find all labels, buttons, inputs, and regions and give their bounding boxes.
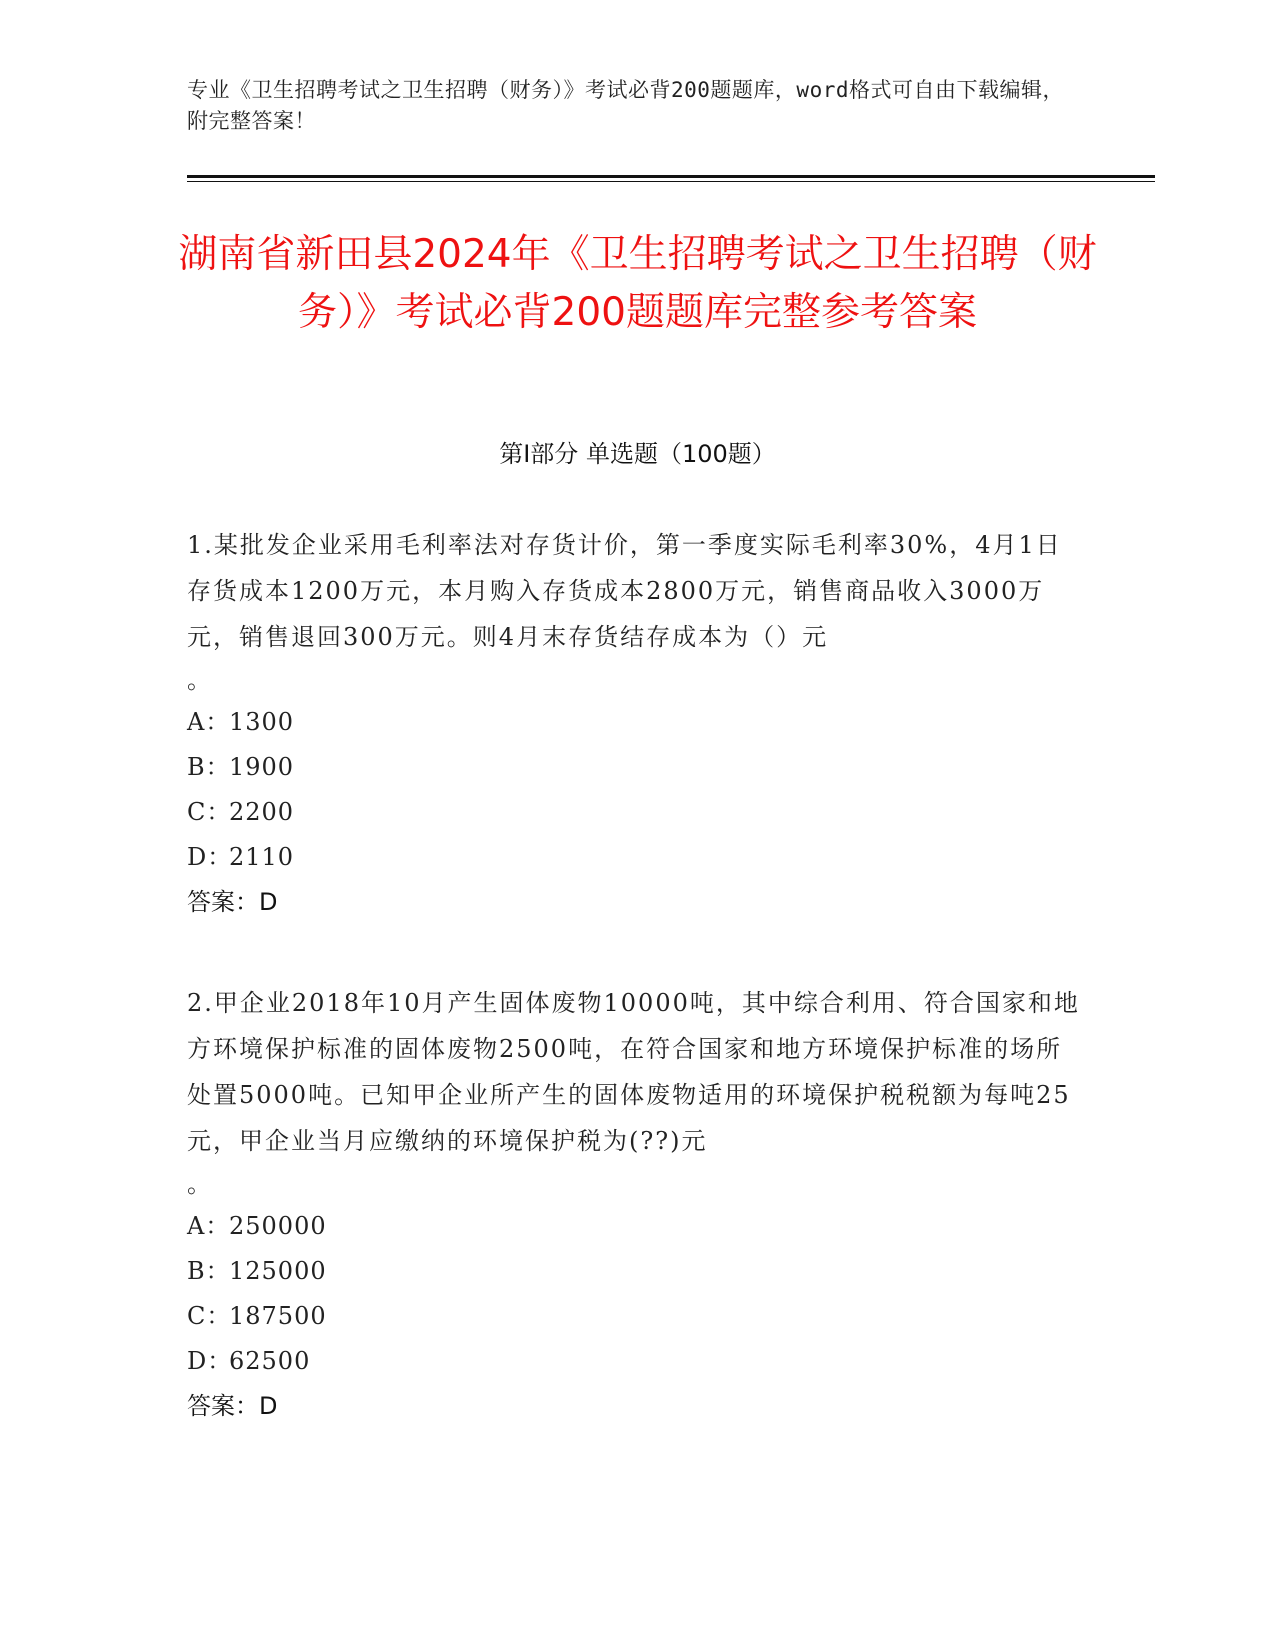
question-stem-text: 2.甲企业2018年10月产生固体废物10000吨，其中综合利用、符合国家和地方环境保护标准的固体废物2500吨，在符合国家和地方环境保护标准的场所处置5000吨。已知甲企业所产生的固体废物适用的环境保护税税额为每吨25元，甲企业当月应缴纳的环境保护税为(??)元 (187, 989, 1080, 1155)
option-letter: B： (187, 753, 231, 781)
option-value: 62500 (229, 1347, 311, 1375)
document-title: 湖南省新田县2024年《卫生招聘考试之卫生招聘（财务）》考试必背200题题库完整参考答案 (178, 232, 1097, 335)
option-list (187, 1204, 1087, 1384)
option-b (187, 745, 1087, 790)
question-stem-text: 1.某批发企业采用毛利率法对存货计价，第一季度实际毛利率30%，4月1日存货成本1200万元，本月购入存货成本2800万元，销售商品收入3000万元，销售退回300万元。则4月末存货结存成本为（）元 (187, 531, 1062, 651)
option-value: 1900 (229, 753, 295, 781)
answer-line: 答案：D (187, 888, 278, 916)
question-stem (187, 980, 1087, 1204)
option-value: 1300 (229, 708, 295, 736)
section-heading: 第I部分 单选题（100题） (499, 440, 776, 468)
question-item (187, 522, 1087, 925)
option-list (187, 700, 1087, 880)
option-value: 187500 (229, 1302, 327, 1330)
option-letter: A： (187, 1212, 231, 1240)
option-a (187, 1204, 1087, 1249)
answer-line: 答案：D (187, 1392, 278, 1420)
option-letter: D： (187, 843, 233, 871)
header-rule-thick (187, 175, 1155, 178)
option-value: 2200 (229, 798, 295, 826)
option-value: 125000 (229, 1257, 327, 1285)
header-note: 专业《卫生招聘考试之卫生招聘（财务）》考试必背200题题库，word格式可自由下载编辑，附完整答案！ (187, 78, 1064, 133)
header-rule-thin (187, 181, 1155, 182)
option-value: 250000 (229, 1212, 327, 1240)
option-letter: B： (187, 1257, 231, 1285)
option-letter: A： (187, 708, 231, 736)
option-b (187, 1249, 1087, 1294)
question-stem-tail: 。 (187, 666, 213, 694)
question-stem-tail: 。 (187, 1170, 213, 1198)
option-c (187, 790, 1087, 835)
option-d (187, 1339, 1087, 1384)
question-item (187, 980, 1087, 1429)
option-c (187, 1294, 1087, 1339)
option-value: 2110 (229, 843, 295, 871)
option-a (187, 700, 1087, 745)
option-d (187, 835, 1087, 880)
option-letter: D： (187, 1347, 233, 1375)
option-letter: C： (187, 798, 232, 826)
question-stem (187, 522, 1087, 700)
option-letter: C： (187, 1302, 232, 1330)
